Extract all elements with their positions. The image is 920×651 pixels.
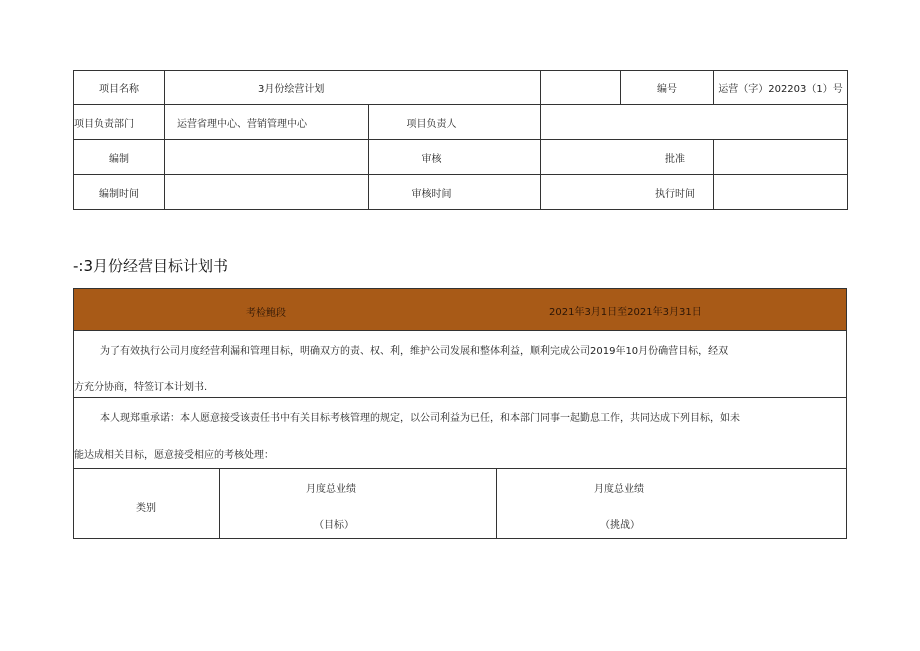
dept-label: 项目负责部门 <box>74 105 165 140</box>
empty-cell <box>541 71 621 105</box>
challenge-cell <box>497 469 846 539</box>
plan-section <box>73 288 847 539</box>
approve-label: 批准 <box>541 140 714 175</box>
category-table <box>74 469 846 539</box>
assessment-period-range: 2021年3月1日至2021年3月31日 <box>549 307 702 318</box>
exec-time-label: 执行时间 <box>541 175 714 210</box>
number-value: 运营（字）202203（1）号 <box>714 71 848 105</box>
table-row <box>74 71 848 105</box>
divider <box>74 397 846 398</box>
target-title: 月度总业绩 <box>306 484 356 495</box>
approve-value <box>714 140 848 175</box>
compile-time-value <box>165 175 369 210</box>
assessment-period-label: 考检鲍段 <box>246 308 286 319</box>
challenge-sub: （挑战） <box>600 520 640 531</box>
target-cell <box>220 469 497 539</box>
compile-label: 编制 <box>74 140 165 175</box>
project-name-value: 3月份绘营计划 <box>165 71 541 105</box>
compile-time-label: 编制时间 <box>74 175 165 210</box>
exec-time-value <box>714 175 848 210</box>
owner-value <box>541 105 848 140</box>
review-label: 审核 <box>369 140 541 175</box>
section-title: -:3月份经营目标计划书 <box>73 257 229 275</box>
target-sub: （目标） <box>314 520 354 531</box>
commitment-text-line2: 能达成相关目标，愿意接受相应的考核处理： <box>74 450 274 461</box>
compile-value <box>165 140 369 175</box>
owner-label: 项目负责人 <box>369 105 541 140</box>
challenge-title: 月度总业绩 <box>594 484 644 495</box>
purpose-text-line2: 方充分协商，特签订本计划书. <box>74 382 208 393</box>
table-row <box>74 140 848 175</box>
category-cell <box>74 469 220 539</box>
table-row <box>74 105 848 140</box>
table-row <box>74 175 848 210</box>
dept-value: 运营省理中心、营销管理中心 <box>165 105 369 140</box>
number-label: 编号 <box>621 71 714 105</box>
review-time-label: 审核时间 <box>369 175 541 210</box>
category-label: 类别 <box>136 503 156 514</box>
purpose-text-line1: 为了有效执行公司月度经营利漏和管理目标，明确双方的责、权、利，维护公司发展和整体利益，顺利完成公司2019年10月份确营目标，经双 <box>100 346 729 357</box>
project-info-table <box>73 70 848 210</box>
project-name-label: 项目名称 <box>74 71 165 105</box>
plan-header <box>74 289 846 331</box>
commitment-text-line1: 本人现郑重承诺：本人愿意接受该责任书中有关目标考核管理的规定，以公司利益为已任，和本部门同事一起勤息工作，共同达成下列目标，如未 <box>100 413 740 424</box>
